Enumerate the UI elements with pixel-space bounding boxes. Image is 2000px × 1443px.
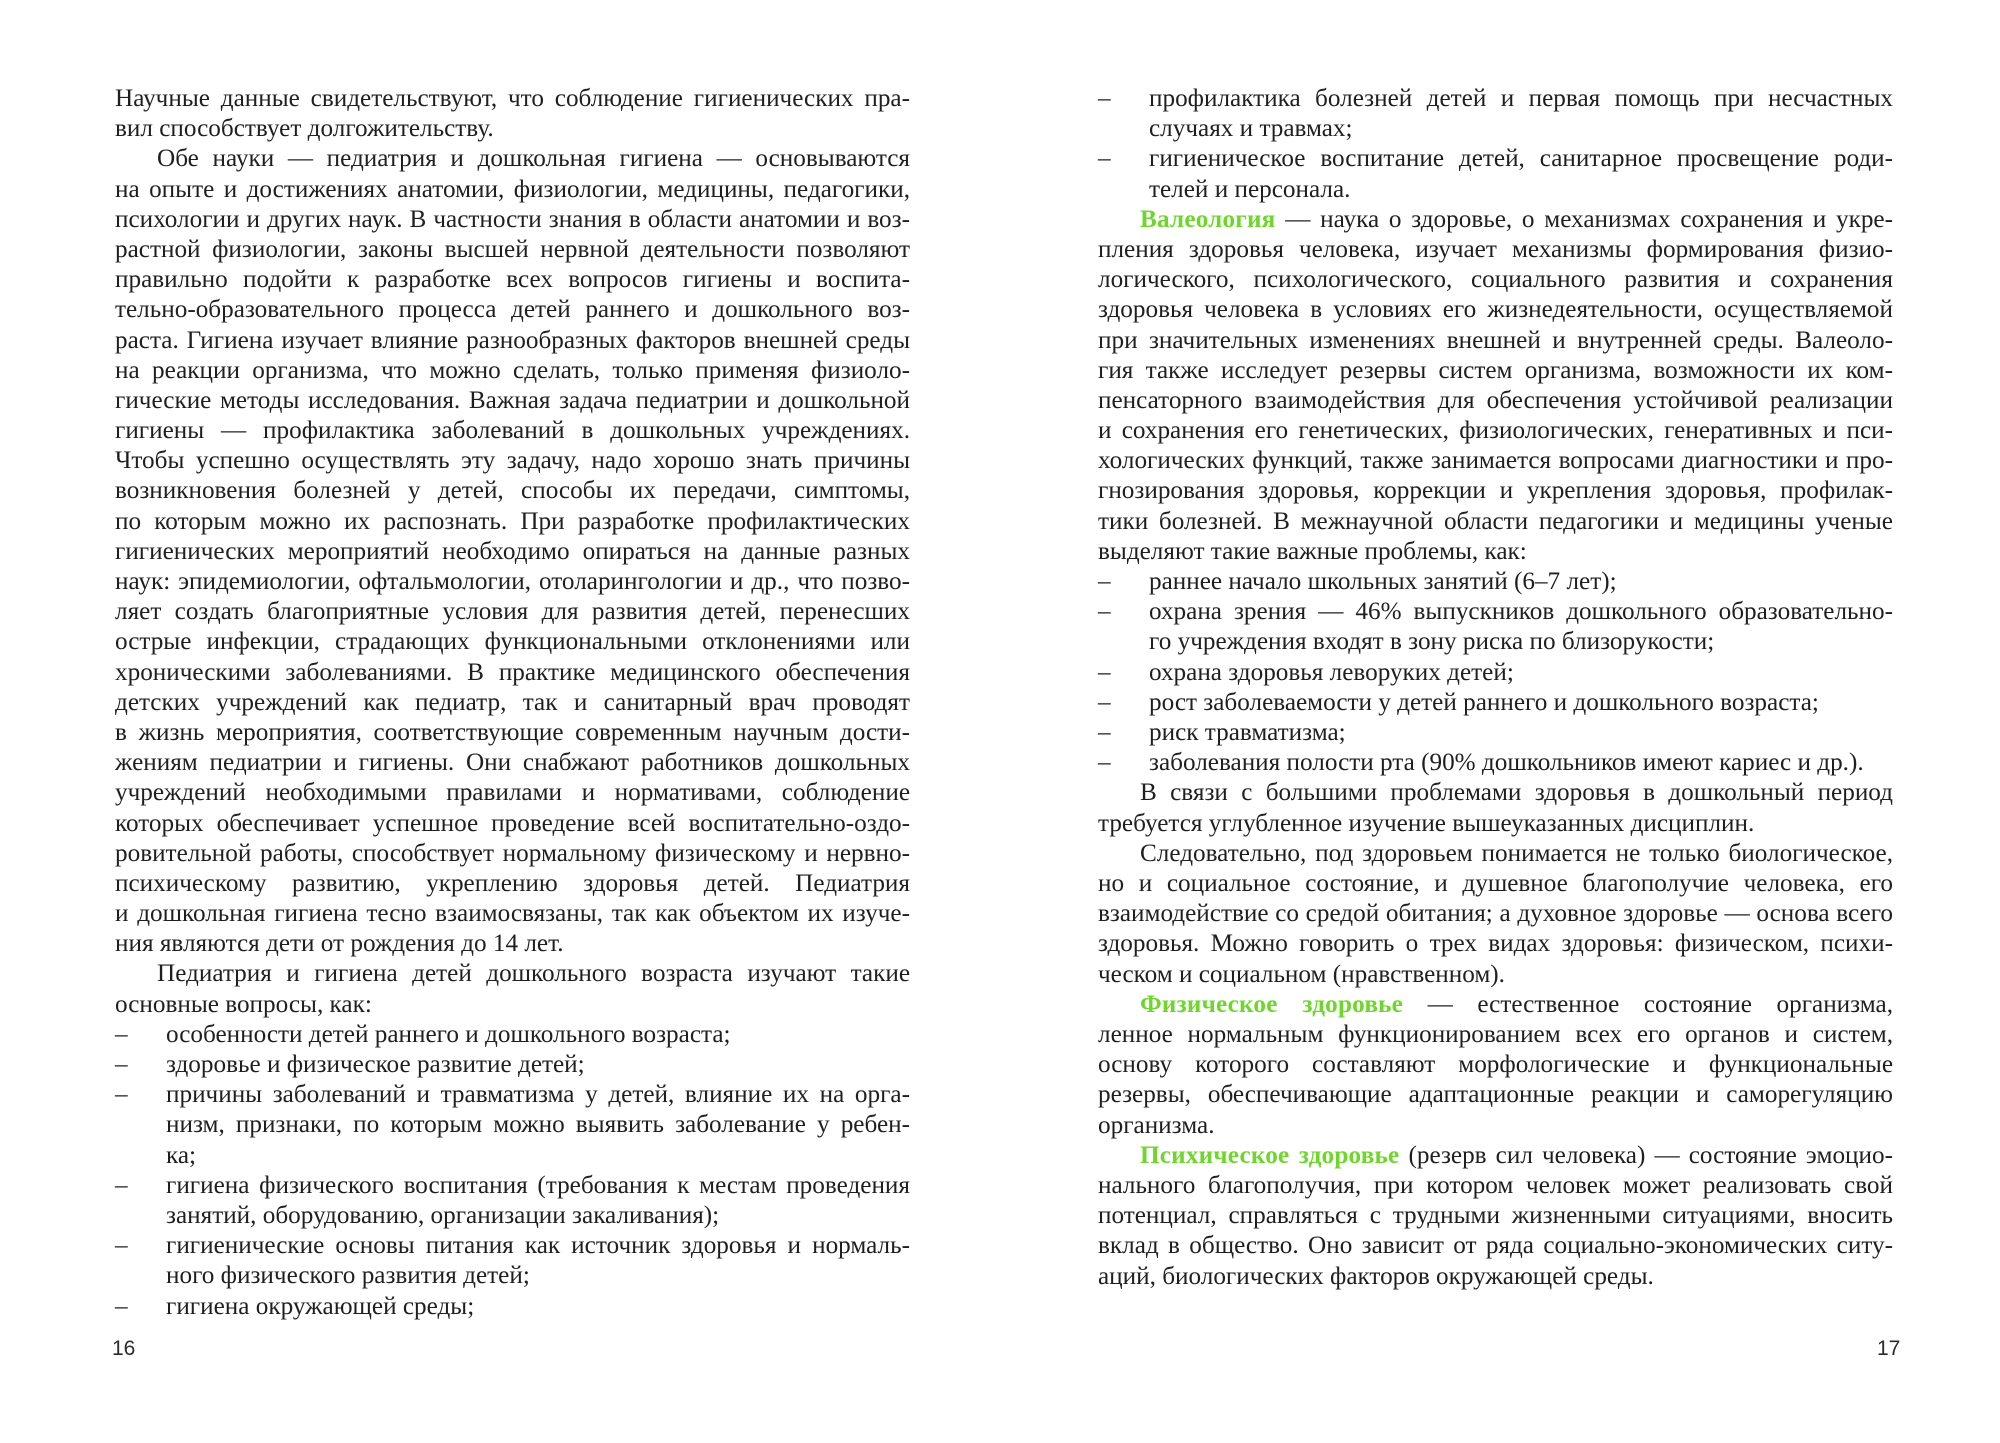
list-item-text: профилактика болезней детей и первая помощь при несчастных (1149, 85, 1893, 112)
text-line: жениям педиатрии и гигиены. Они снабжают работников дошкольных (115, 749, 910, 777)
list-item-text: особенности детей раннего и дошкольного возраста; (166, 1020, 731, 1048)
text-line: острые инфекции, страдающих функциональными отклонениями или (115, 628, 910, 656)
list-item-text: заболевания полости рта (90% дошкольников имеют кариес и др.). (1149, 749, 1864, 777)
text-line: которых обеспечивает успешное проведение всей воспитательно-оздо- (115, 809, 910, 837)
list-item-text: го учреждения входят в зону риска по близорукости; (1149, 628, 1715, 656)
term-physical-health: Физическое здоровье (1140, 990, 1404, 1018)
list-item-text: телей и персонала. (1149, 175, 1351, 203)
text-line: потенциал, справляться с трудными жизненными ситуациями, вносить (1098, 1202, 1893, 1230)
text-line: требуется углубленное изучение вышеуказанных дисциплин. (1098, 809, 1755, 837)
text-line: вил способствует долгожительству. (115, 115, 494, 143)
text-line: и сохранения его генетических, физиологических, генеративных и пси- (1098, 417, 1893, 445)
list-item (1098, 718, 1893, 748)
list-item-text: гигиена физического воспитания (требования к местам проведения (166, 1171, 910, 1199)
text-line: основу которого составляют морфологические и функциональные (1098, 1051, 1893, 1079)
term-valeology: Валеология (1140, 205, 1276, 233)
text-line: нального благополучия, при котором человек может реализовать свой (1098, 1171, 1893, 1199)
text-line: В связи с большими проблемами здоровья в дошкольный период (1140, 779, 1893, 807)
text-line: основные вопросы, как: (115, 990, 372, 1018)
text-fragment: — наука о здоровье, о механизмах сохранения и укре- (1275, 205, 1893, 233)
list-item-text: раннее начало школьных занятий (6–7 лет); (1149, 568, 1617, 596)
text-line: раста. Гигиена изучает влияние разнообразных факторов внешней среды (115, 326, 910, 354)
text-fragment: (резерв сил человека) — состояние эмоцио- (1399, 1141, 1893, 1169)
list-item-text: здоровье и физическое развитие детей; (166, 1051, 585, 1079)
list-item (1098, 144, 1893, 204)
text-line: ческом и социальном (нравственном). (1098, 960, 1505, 988)
text-line: при значительных изменениях внешней и внутренней среды. Валеоло- (1098, 326, 1893, 354)
text-line: Научные данные свидетельствуют, что соблюдение гигиенических пра- (115, 85, 910, 112)
list-item-text: рост заболеваемости у детей раннего и дошкольного возраста; (1149, 688, 1819, 716)
page-number: 16 (112, 1337, 136, 1360)
text-line: пления здоровья человека, изучает механизмы формирования физио- (1098, 235, 1893, 263)
right-page-text (1098, 84, 1893, 1292)
left-page-text (115, 84, 910, 1322)
text-line: тельно-образовательного процесса детей раннего и дошкольного воз- (115, 296, 910, 324)
text-line: Обе науки — педиатрия и дошкольная гигиена — основываются (157, 145, 910, 173)
list-item-text: занятий, оборудованию, организации закаливания); (166, 1202, 720, 1230)
text-line: правильно подойти к разработке всех вопросов гигиены и воспита- (115, 266, 910, 294)
text-line: гия также исследует резервы систем организма, возможности их ком- (1098, 356, 1893, 384)
text-line: наук: эпидемиологии, офтальмологии, отоларингологии и др., что позво- (115, 568, 910, 596)
dash-marker: – (1098, 749, 1111, 777)
text-line: организма. (1098, 1111, 1215, 1139)
text-line: здоровья человека в условиях его жизнедеятельности, осуществляемой (1098, 296, 1893, 324)
text-line (1098, 205, 1893, 235)
text-line: растной физиологии, законы высшей нервной деятельности позволяют (115, 235, 910, 263)
text-line: гигиенических мероприятий необходимо опираться на данные разных (115, 537, 910, 565)
list-item (115, 1020, 910, 1050)
text-fragment: — естественное состояние организма, (1427, 990, 1893, 1018)
list-item (115, 1080, 910, 1171)
text-line: детских учреждений как педиатр, так и санитарный врач проводят (115, 688, 910, 716)
list-item-text: низм, признаки, по которым можно выявить заболевание у ребен- (166, 1111, 910, 1139)
list-item (115, 1171, 910, 1231)
list-item-text: гигиеническое воспитание детей, санитарное просвещение роди- (1149, 145, 1893, 173)
dash-marker: – (115, 1081, 128, 1109)
dash-marker: – (1098, 688, 1111, 716)
list-item (1098, 688, 1893, 718)
text-line: гические методы исследования. Важная задача педиатрии и дошкольной (115, 386, 910, 414)
text-line: но и социальное состояние, и душевное благополучие человека, его (1098, 870, 1893, 898)
dash-marker: – (115, 1292, 128, 1320)
text-line: аций, биологических факторов окружающей среды. (1098, 1262, 1654, 1290)
text-line: логического, психологического, социального развития и сохранения (1098, 266, 1893, 294)
list-item (1098, 84, 1893, 144)
list-item-text: причины заболеваний и травматизма у детей, влияние их на орга- (166, 1081, 910, 1109)
text-line: на реакции организма, что можно сделать, только применяя физиоло- (115, 356, 910, 384)
dash-marker: – (1098, 568, 1111, 596)
dash-marker: – (115, 1232, 128, 1260)
dash-marker: – (1098, 85, 1111, 112)
dash-marker: – (115, 1171, 128, 1199)
dash-marker: – (1098, 145, 1111, 173)
list-item (1098, 748, 1893, 778)
text-line: ляет создать благоприятные условия для развития детей, перенесших (115, 598, 910, 626)
text-line: Чтобы успешно осуществлять эту задачу, надо хорошо знать причины (115, 447, 910, 475)
text-line: гигиены — профилактика заболеваний в дошкольных учреждениях. (115, 417, 910, 445)
right-page (1000, 0, 2000, 1443)
text-line: ленное нормальным функционированием всех его органов и систем, (1098, 1020, 1893, 1048)
text-line: Педиатрия и гигиена детей дошкольного возраста изучают такие (157, 960, 910, 988)
list-item-text: случаях и травмах; (1149, 115, 1353, 143)
text-line: резервы, обеспечивающие адаптационные реакции и саморегуляцию (1098, 1081, 1893, 1109)
list-item (1098, 658, 1893, 688)
text-line: на опыте и достижениях анатомии, физиологии, медицины, педагогики, (115, 175, 910, 203)
text-line (1098, 1141, 1893, 1171)
dash-marker: – (1098, 719, 1111, 747)
text-line: тики болезней. В межнаучной области педагогики и медицины ученые (1098, 507, 1893, 535)
text-line: выделяют такие важные проблемы, как: (1098, 537, 1527, 565)
list-item-text: ка; (166, 1141, 197, 1169)
text-line: психологии и других наук. В частности знания в области анатомии и воз- (115, 205, 910, 233)
dash-marker: – (115, 1020, 128, 1048)
text-line: вклад в общество. Оно зависит от ряда социально-экономических ситу- (1098, 1232, 1893, 1260)
list-item-text: ного физического развития детей; (166, 1262, 530, 1290)
text-line: учреждений необходимыми правилами и нормативами, соблюдение (115, 779, 910, 807)
list-item (115, 1050, 910, 1080)
text-line: здоровья. Можно говорить о трех видах здоровья: физическом, психи- (1098, 930, 1893, 958)
dash-marker: – (115, 1051, 128, 1079)
list-item-text: риск травматизма; (1149, 719, 1346, 747)
list-item-text: гигиена окружающей среды; (166, 1292, 475, 1320)
text-line (1098, 990, 1893, 1020)
list-item-text: охрана здоровья леворуких детей; (1149, 658, 1514, 686)
term-mental-health: Психическое здоровье (1140, 1141, 1400, 1169)
list-item-text: охрана зрения — 46% выпускников дошкольного образовательно- (1149, 598, 1893, 626)
text-line: возникновения болезней у детей, способы их передачи, симптомы, (115, 477, 910, 505)
text-line: хологических функций, также занимается вопросами диагностики и про- (1098, 447, 1893, 475)
text-line: Следовательно, под здоровьем понимается не только биологическое, (1140, 839, 1893, 867)
text-line: гнозирования здоровья, коррекции и укрепления здоровья, профилак- (1098, 477, 1893, 505)
text-line: психическому развитию, укреплению здоровья детей. Педиатрия (115, 869, 910, 897)
list-item (1098, 597, 1893, 657)
page-number: 17 (1877, 1337, 1901, 1360)
list-item (115, 1292, 910, 1322)
text-line: взаимодействие со средой обитания; а духовное здоровье — основа всего (1098, 900, 1893, 928)
text-line: и дошкольная гигиена тесно взаимосвязаны, так как объектом их изуче- (115, 900, 910, 928)
dash-marker: – (1098, 658, 1111, 686)
list-item-text: гигиенические основы питания как источник здоровья и нормаль- (166, 1232, 910, 1260)
list-item (115, 1231, 910, 1291)
text-line: по которым можно их распознать. При разработке профилактических (115, 507, 910, 535)
dash-marker: – (1098, 598, 1111, 626)
text-line: ния являются дети от рождения до 14 лет. (115, 930, 564, 958)
text-line: ровительной работы, способствует нормальному физическому и нервно- (115, 839, 910, 867)
text-line: в жизнь мероприятия, соответствующие современным научным дости- (115, 718, 910, 746)
list-item (1098, 567, 1893, 597)
text-line: пенсаторного взаимодействия для обеспечения устойчивой реализации (1098, 386, 1893, 414)
text-line: хроническими заболеваниями. В практике медицинского обеспечения (115, 658, 910, 686)
